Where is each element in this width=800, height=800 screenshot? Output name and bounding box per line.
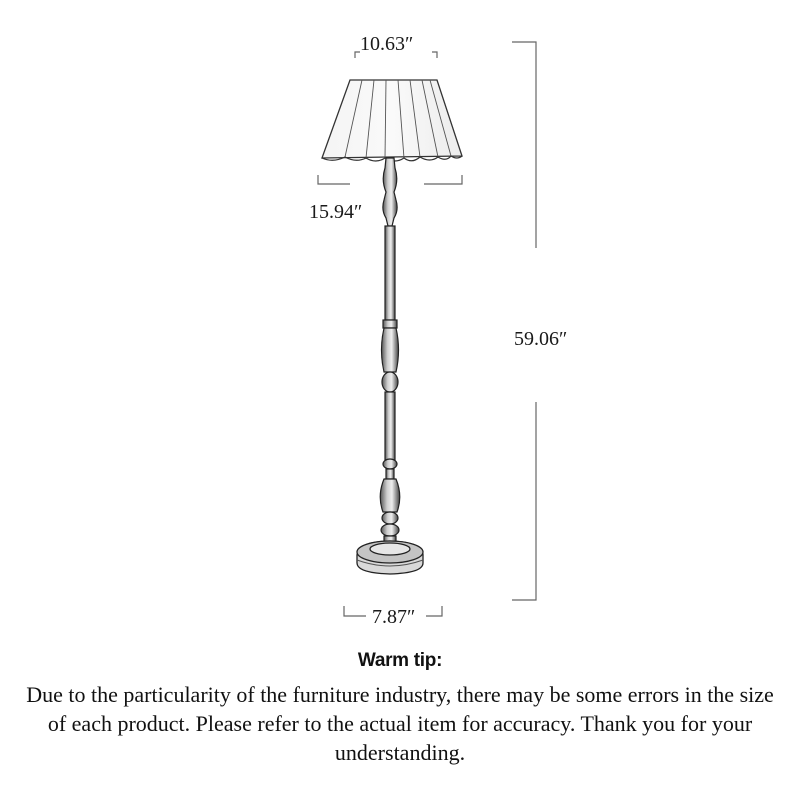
lamp-pole xyxy=(380,158,400,542)
shade-bottom-width-label: 15.94″ xyxy=(309,201,363,223)
total-height-label: 59.06″ xyxy=(514,328,568,350)
base-width-label: 7.87″ xyxy=(372,606,416,628)
lamp-shade xyxy=(322,80,462,161)
warm-tip-title: Warm tip: xyxy=(357,650,443,671)
shade-top-width-label: 10.63″ xyxy=(360,33,414,55)
lamp-base xyxy=(357,541,423,574)
warm-tip-body: Due to the particularity of the furniture industry, there may be some errors in the size of each product. Please refer to the actual item for accuracy. Thank you for your understanding. xyxy=(26,682,774,765)
